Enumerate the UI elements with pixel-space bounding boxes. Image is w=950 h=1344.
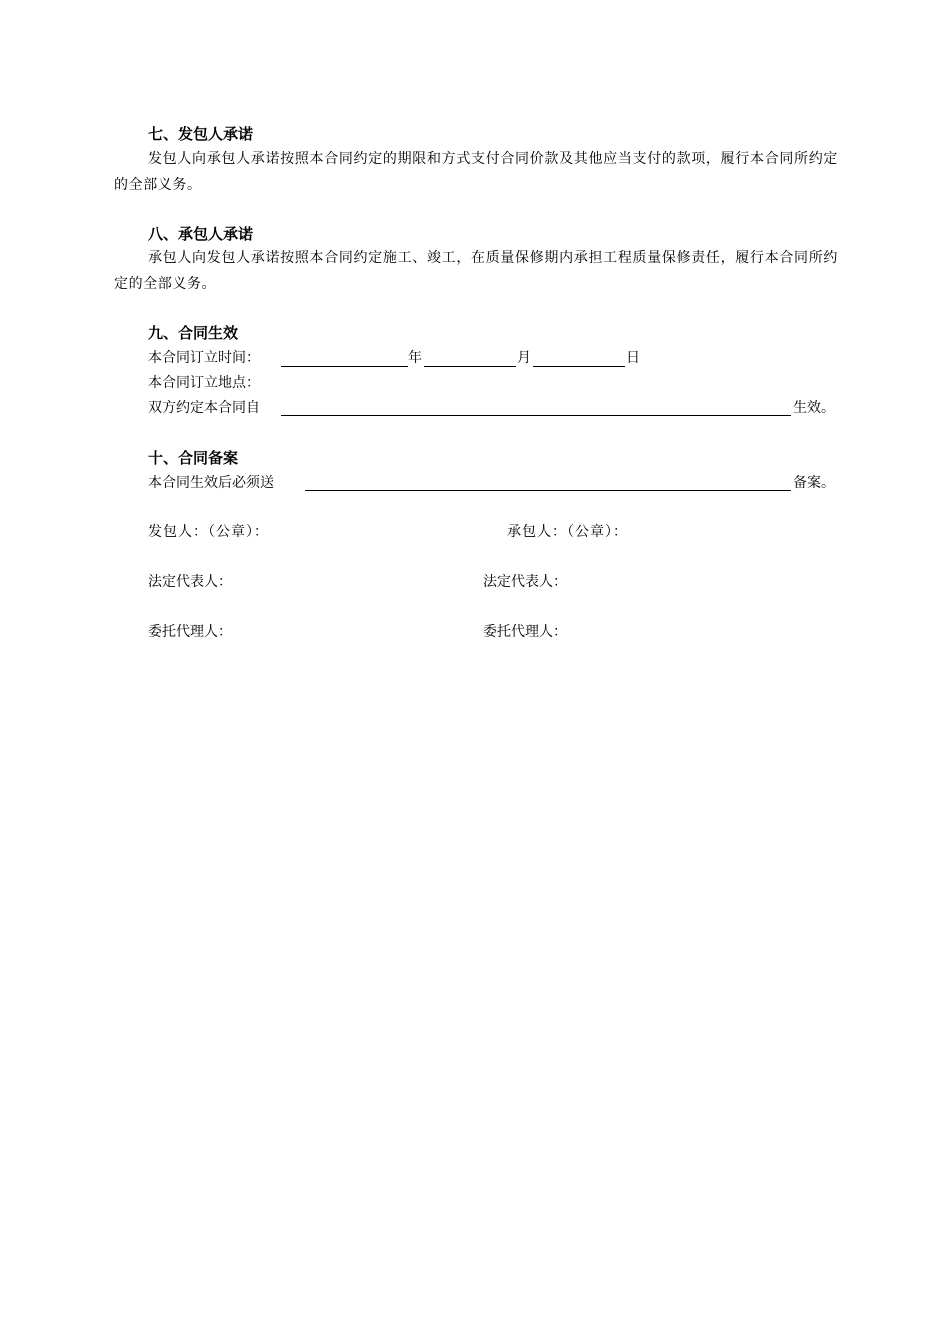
legal-rep-left-label: 法定代表人： xyxy=(148,574,232,590)
year-blank-line xyxy=(281,366,408,367)
section-9-heading: 九、合同生效 xyxy=(148,324,239,342)
month-blank-line xyxy=(424,366,516,367)
effective-suffix: 生效。 xyxy=(793,400,835,416)
filing-blank-line xyxy=(305,490,791,491)
day-label: 日 xyxy=(626,350,640,366)
day-blank-line xyxy=(533,366,625,367)
section-7-heading: 七、发包人承诺 xyxy=(148,125,254,143)
agent-left-label: 委托代理人： xyxy=(148,624,232,640)
sign-place-label: 本合同订立地点： xyxy=(148,375,260,391)
sign-time-label: 本合同订立时间： xyxy=(148,350,260,366)
effective-prefix: 双方约定本合同自 xyxy=(148,400,260,416)
filing-suffix: 备案。 xyxy=(793,475,835,491)
effective-blank-line xyxy=(281,415,791,416)
agent-right-label: 委托代理人： xyxy=(483,624,567,640)
year-label: 年 xyxy=(408,350,422,366)
section-7-body: 发包人向承包人承诺按照本合同约定的期限和方式支付合同价款及其他应当支付的款项，履行本合同所约定的全部义务。 xyxy=(114,151,838,193)
section-8-body: 承包人向发包人承诺按照本合同约定施工、竣工，在质量保修期内承担工程质量保修责任，履行本合同所约定的全部义务。 xyxy=(114,250,838,292)
section-10-heading: 十、合同备案 xyxy=(148,449,239,467)
section-8-heading: 八、承包人承诺 xyxy=(148,225,254,243)
legal-rep-right-label: 法定代表人： xyxy=(483,574,567,590)
employer-seal-label: 发包人：（公章）： xyxy=(148,524,269,540)
month-label: 月 xyxy=(517,350,531,366)
filing-prefix: 本合同生效后必须送 xyxy=(148,475,274,491)
contractor-seal-label: 承包人：（公章）： xyxy=(507,524,628,540)
